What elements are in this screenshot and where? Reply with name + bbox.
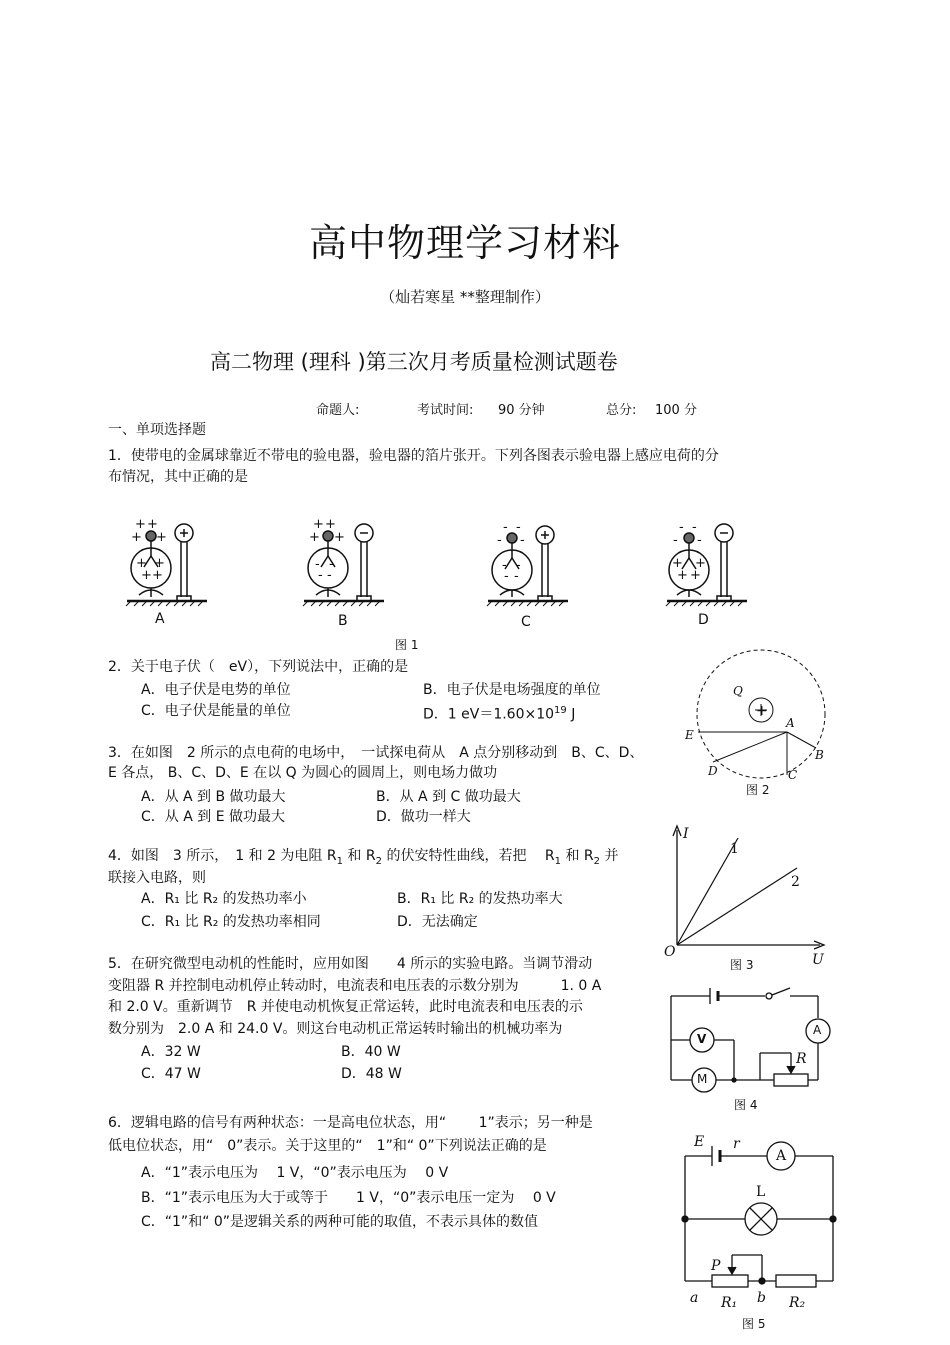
svg-text:+: + bbox=[334, 530, 345, 545]
q5-option-b: B．40 W bbox=[341, 1044, 401, 1060]
q4-option-d: D．无法确定 bbox=[397, 914, 478, 930]
svg-text:+: + bbox=[147, 517, 158, 532]
svg-text:+: + bbox=[672, 556, 683, 571]
fig4-caption: 图 4 bbox=[734, 1098, 758, 1112]
q2-option-d: D．1 $eV=1.60\times 10^{19}$ J bbox=[423, 705, 576, 723]
fig2-label-a: A bbox=[786, 716, 795, 730]
fig3-origin: O bbox=[664, 944, 676, 960]
fig5-ammeter: A bbox=[776, 1148, 787, 1164]
q5-stem-line4: 数分别为 2.0 A 和 24.0 V。则这台电动机正常运转时输出的机械功率为 bbox=[108, 1021, 563, 1037]
q2-option-b: B．电子伏是电场强度的单位 bbox=[423, 682, 601, 698]
q4-stem-line2: 联接入电路，则 bbox=[108, 870, 206, 886]
fig5-caption: 图 5 bbox=[742, 1317, 766, 1331]
q6-stem-line1: 6．逻辑电路的信号有两种状态：一是高电位状态，用“ 1”表示；另一种是 bbox=[108, 1115, 593, 1131]
q4-option-a: A．R₁ 比 R₂ 的发热功率小 bbox=[141, 891, 307, 907]
exam-title: 高二物理 (理科 )第三次月考质量检测试题卷 bbox=[210, 350, 618, 374]
svg-text:+: + bbox=[309, 530, 320, 545]
page-title: 高中物理学习材料 bbox=[308, 221, 621, 265]
q5-stem-line2: 变阻器 R 并控制电动机停止转动时，电流表和电压表的示数分别为 1. 0 A bbox=[108, 978, 602, 994]
fig1-caption: 图 1 bbox=[395, 638, 419, 652]
svg-text:+: + bbox=[141, 568, 152, 583]
fig5-lamp-label: L bbox=[756, 1184, 766, 1200]
q3-stem-line1: 3．在如图 2 所示的点电荷的电场中， 一试探电荷从 A 点分别移动到 B、C、D、 bbox=[108, 745, 644, 761]
q1-stem-line1: 1．使带电的金属球靠近不带电的验电器，验电器的箔片张开。下列各图表示验电器上感应电荷的分 bbox=[108, 448, 719, 464]
fig1-label-a: A bbox=[155, 611, 165, 627]
svg-text:-: - bbox=[315, 557, 320, 572]
svg-text:-: - bbox=[673, 533, 678, 548]
q2-option-c: C．电子伏是能量的单位 bbox=[141, 703, 291, 719]
svg-text:-: - bbox=[502, 558, 507, 573]
q4-option-b: B．R₁ 比 R₂ 的发热功率大 bbox=[397, 891, 563, 907]
time-label: 考试时间: bbox=[417, 403, 474, 418]
svg-text:+: + bbox=[136, 556, 147, 571]
fig4-voltmeter: V bbox=[697, 1032, 707, 1046]
svg-text:-: - bbox=[497, 533, 502, 548]
svg-text:+: + bbox=[156, 530, 167, 545]
fig5-label-r1: R₁ bbox=[721, 1295, 738, 1311]
fig2-label-e: E bbox=[685, 728, 694, 742]
fig1-label-d: D bbox=[698, 612, 709, 628]
fig4-ammeter: A bbox=[813, 1023, 822, 1037]
section-heading: 一、单项选择题 bbox=[108, 422, 206, 438]
fig5-label-p: P bbox=[711, 1258, 721, 1274]
fig2-plus-sign: + bbox=[756, 703, 768, 719]
q3-option-a: A．从 A 到 B 做功最大 bbox=[141, 789, 286, 805]
q6-option-b: B．“1”表示电压为大于或等于 1 V，“0”表示电压一定为 0 V bbox=[141, 1190, 556, 1206]
author-label: 命题人: bbox=[316, 403, 360, 418]
fig1-label-b: B bbox=[338, 613, 348, 629]
fig2-label-b: B bbox=[815, 748, 824, 762]
q5-stem-line3: 和 2.0 V。重新调节 R 并使电动机恢复正常运转，此时电流表和电压表的示 bbox=[108, 999, 583, 1015]
q1-stem-line2: 布情况，其中正确的是 bbox=[108, 469, 248, 485]
q6-option-a: A．“1”表示电压为 1 V，“0”表示电压为 0 V bbox=[141, 1165, 449, 1181]
q2-option-a: A．电子伏是电势的单位 bbox=[141, 682, 291, 698]
svg-text:+: + bbox=[690, 568, 701, 583]
svg-text:-: - bbox=[697, 533, 702, 548]
fig5-label-r: r bbox=[733, 1136, 740, 1152]
q5-stem-line1: 5．在研究微型电动机的性能时，应用如图 4 所示的实验电路。当调节滑动 bbox=[108, 956, 593, 972]
svg-text:+: + bbox=[313, 517, 324, 532]
q5-option-c: C．47 W bbox=[141, 1066, 201, 1082]
q6-stem-line2: 低电位状态，用“ 0”表示。关于这里的“ 1”和“ 0”下列说法正确的是 bbox=[108, 1138, 547, 1154]
fig2-caption: 图 2 bbox=[746, 783, 770, 797]
fig3-axis-u: U bbox=[812, 952, 824, 968]
svg-text:+: + bbox=[135, 517, 146, 532]
fig1-label-c: C bbox=[521, 614, 531, 630]
fig2-label-c: C bbox=[788, 768, 798, 782]
q3-option-d: D．做功一样大 bbox=[376, 809, 471, 825]
q6-option-c: C．“1”和“ 0”是逻辑关系的两种可能的取值，不表示具体的数值 bbox=[141, 1214, 539, 1230]
svg-text:-: - bbox=[516, 520, 521, 535]
q4-option-c: C．R₁ 比 R₂ 的发热功率相同 bbox=[141, 914, 321, 930]
q3-option-c: C．从 A 到 E 做功最大 bbox=[141, 809, 285, 825]
fig4-motor: M bbox=[697, 1072, 708, 1086]
svg-text:-: - bbox=[329, 557, 334, 572]
svg-text:+: + bbox=[695, 556, 706, 571]
q4-stem-line1: 4．如图 3 所示， 1 和 2 为电阻 $R_1$ 和 $R_2$ 的伏安特性曲线，若把 $R_1$ 和 $R_2$ 并 bbox=[108, 848, 619, 867]
fig3-curve-1: 1 bbox=[730, 841, 739, 857]
page-subtitle: （灿若寒星 **整理制作） bbox=[380, 288, 550, 306]
fig5-label-e: E bbox=[694, 1134, 705, 1150]
q2-stem: 2．关于电子伏（ eV），下列说法中，正确的是 bbox=[108, 659, 409, 675]
svg-text:-: - bbox=[514, 569, 519, 584]
fig3-curve-2: 2 bbox=[791, 874, 800, 890]
score-label: 总分: bbox=[606, 403, 637, 418]
q5-option-a: A．32 W bbox=[141, 1044, 201, 1060]
score-value: 100 分 bbox=[655, 403, 697, 418]
fig5-label-b: b bbox=[757, 1290, 766, 1306]
fig5-label-a: a bbox=[690, 1290, 699, 1306]
q3-option-b: B．从 A 到 C 做功最大 bbox=[376, 789, 521, 805]
svg-text:-: - bbox=[504, 569, 509, 584]
svg-text:+: + bbox=[152, 568, 163, 583]
svg-text:-: - bbox=[516, 558, 521, 573]
fig3-axis-i: I bbox=[683, 826, 689, 842]
svg-text:-: - bbox=[520, 533, 525, 548]
svg-text:-: - bbox=[692, 520, 697, 535]
fig2-label-q: Q bbox=[733, 684, 743, 698]
fig4-rheostat: R bbox=[796, 1051, 807, 1067]
time-value: 90 分钟 bbox=[498, 403, 545, 418]
fig2-label-d: D bbox=[708, 764, 718, 778]
svg-text:+: + bbox=[677, 568, 688, 583]
svg-text:+: + bbox=[131, 530, 142, 545]
svg-text:-: - bbox=[318, 568, 323, 583]
svg-text:+: + bbox=[154, 556, 165, 571]
svg-text:-: - bbox=[679, 520, 684, 535]
q5-option-d: D．48 W bbox=[341, 1066, 402, 1082]
fig3-caption: 图 3 bbox=[730, 958, 754, 972]
svg-text:-: - bbox=[503, 520, 508, 535]
fig5-label-r2: R₂ bbox=[789, 1295, 806, 1311]
svg-text:-: - bbox=[327, 568, 332, 583]
q3-stem-line2: E 各点， B、C、D、E 在以 Q 为圆心的圆周上，则电场力做功 bbox=[108, 765, 498, 781]
svg-text:+: + bbox=[325, 517, 336, 532]
